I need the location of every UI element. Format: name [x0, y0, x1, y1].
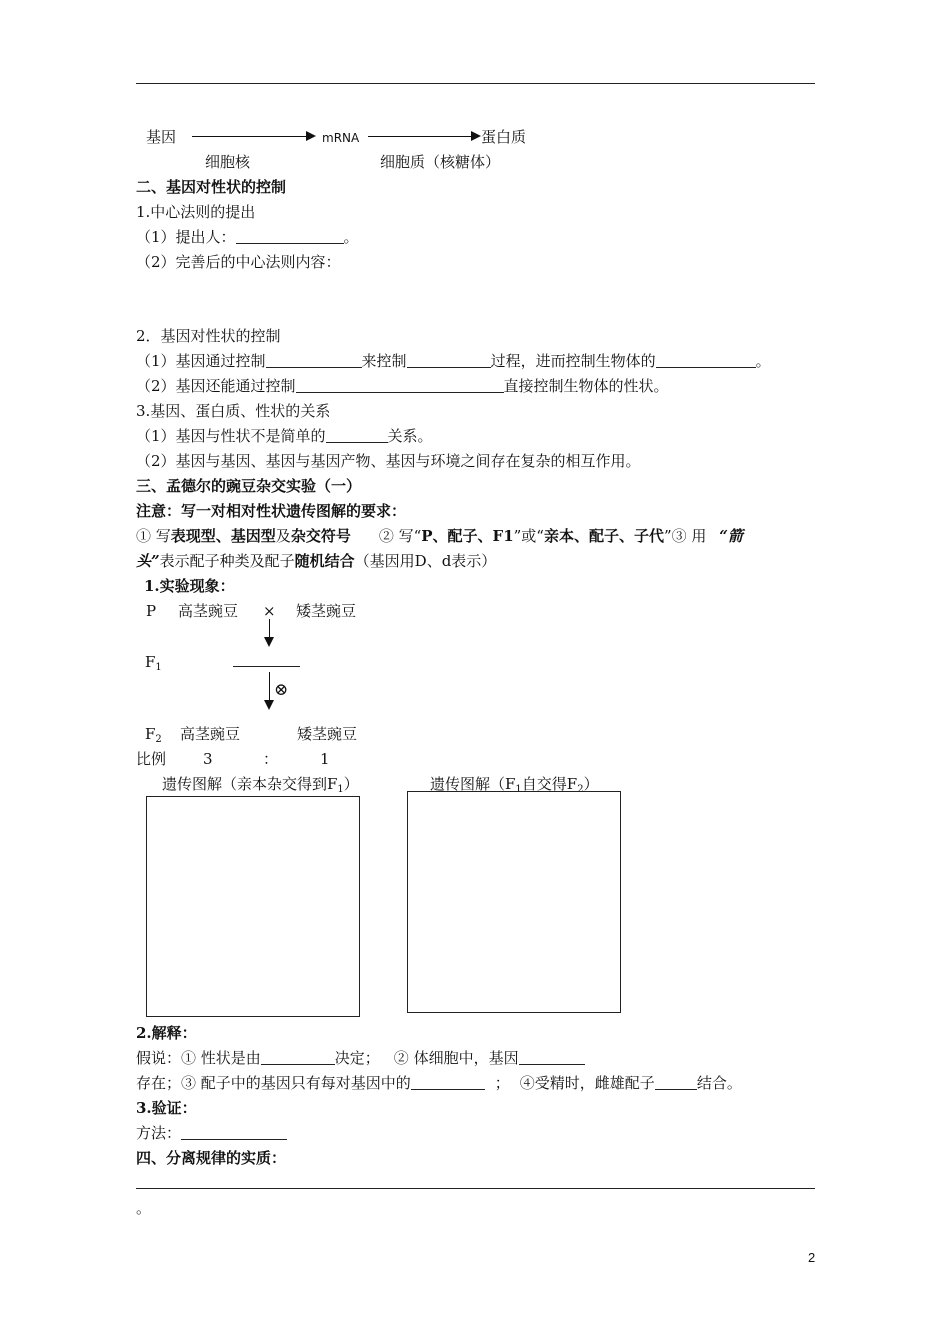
translation-arrow [368, 136, 479, 137]
f2-label [145, 724, 162, 750]
p-to-f1-arrow [269, 619, 270, 645]
text: （1）基因通过控制 [136, 352, 266, 370]
end-mark: 。 [136, 1199, 152, 1217]
dogma-title: 1.中心法则的提出 [136, 203, 256, 221]
text: ① 写 [136, 527, 171, 545]
text: ； [494, 1074, 510, 1092]
cross-symbol: × [263, 602, 276, 620]
text: 2 [155, 734, 162, 745]
section3-heading: 三、孟德尔的豌豆杂交实验（一） [136, 477, 362, 495]
cross-diagram-box[interactable] [146, 796, 360, 1017]
method-line [136, 1123, 287, 1143]
f2-short: 矮茎豌豆 [297, 725, 358, 743]
requirements-line1 [136, 526, 743, 546]
flow-nucleus: 细胞核 [205, 153, 251, 171]
page-number: 2 [808, 1250, 816, 1265]
text: F [145, 725, 156, 743]
text: ”③ 用 [664, 527, 707, 545]
text: 结合。 [696, 1074, 742, 1092]
text: P、配子、F1 [421, 527, 514, 545]
f2-tall: 高茎豌豆 [180, 725, 241, 743]
relation-title: 3.基因、蛋白质、性状的关系 [136, 402, 331, 420]
parent-short: 矮茎豌豆 [296, 602, 357, 620]
text: 2 [577, 784, 584, 795]
trait-blank[interactable] [656, 353, 756, 368]
protein-structure-blank[interactable] [296, 378, 504, 393]
requirements-line2 [136, 551, 496, 571]
dogma-content-label: （2）完善后的中心法则内容： [136, 253, 341, 271]
hypothesis-line2 [136, 1073, 742, 1093]
proposer-blank[interactable] [236, 229, 344, 244]
text: （2）基因还能通过控制 [136, 377, 296, 395]
gene-control-line2 [136, 376, 669, 396]
text: ② 体细胞中，基因 [393, 1049, 519, 1067]
transcription-arrow [192, 136, 314, 137]
text: 随机结合 [294, 552, 355, 570]
text: “箭 [719, 527, 743, 545]
flow-protein: 蛋白质 [481, 128, 527, 146]
hypothesis-line1 [136, 1048, 585, 1068]
text: 表现型、基因型 [170, 527, 276, 545]
text: 。 [755, 352, 771, 370]
selfing-symbol: ⊗ [274, 680, 289, 700]
gene-control-line1 [136, 351, 771, 371]
flow-cytoplasm: 细胞质（核糖体） [380, 153, 501, 171]
relation-line2: （2）基因与基因、基因与基因产物、基因与环境之间存在复杂的相互作用。 [136, 452, 641, 470]
text: 假说：① 性状是由 [136, 1049, 261, 1067]
method-blank[interactable] [181, 1125, 287, 1140]
parent-tall: 高茎豌豆 [178, 602, 239, 620]
section4-heading: 四、分离规律的实质： [136, 1149, 287, 1167]
text: 过程，进而控制生物体的 [490, 352, 656, 370]
f1-label [145, 652, 162, 678]
text: 亲本、配子、子代 [543, 527, 664, 545]
verify-title: 3.验证： [136, 1099, 197, 1117]
text: 1 [337, 784, 344, 795]
enzyme-blank[interactable] [266, 353, 362, 368]
text: 自交得F [521, 775, 578, 793]
text: 遗传图解（F [430, 775, 516, 793]
metabolism-blank[interactable] [407, 353, 491, 368]
text: 表示配子种类及配子 [159, 552, 295, 570]
flow-mrna: mRNA [322, 131, 360, 145]
one-blank[interactable] [411, 1075, 485, 1090]
text: 关系。 [387, 427, 433, 445]
text: F [145, 653, 156, 671]
text: 直接控制生物体的性状。 [503, 377, 669, 395]
phenomenon-title: 1.实验现象： [144, 577, 235, 595]
flow-gene: 基因 [146, 128, 177, 146]
text: 1 [515, 784, 522, 795]
section2-heading: 二、基因对性状的控制 [136, 178, 287, 196]
text: ”或“ [513, 527, 544, 545]
answer-rule[interactable] [136, 1188, 815, 1189]
text: ② 写“ [378, 527, 422, 545]
text: 遗传图解（亲本杂交得到F [162, 775, 338, 793]
ratio-one: 1 [320, 750, 330, 768]
text: （1）基因与性状不是简单的 [136, 427, 326, 445]
text: 决定； [334, 1049, 380, 1067]
top-rule [136, 83, 815, 84]
text: 杂交符号 [290, 527, 351, 545]
text: 及 [275, 527, 291, 545]
text: （基因用D、d表示） [354, 552, 497, 570]
p-label: P [146, 602, 157, 620]
ratio-three: 3 [203, 750, 213, 768]
note-line: 注意：写一对相对性状遗传图解的要求： [136, 502, 407, 520]
random-blank[interactable] [655, 1075, 697, 1090]
proposer-label: （1）提出人： [136, 228, 236, 246]
factor-blank[interactable] [261, 1050, 335, 1065]
text: ） [583, 775, 599, 793]
f1-blank[interactable] [233, 666, 300, 667]
proposer-end: 。 [343, 228, 359, 246]
f1-to-f2-arrow [269, 672, 270, 708]
proposer-line [136, 227, 359, 247]
text: ） [343, 775, 359, 793]
explanation-title: 2.解释： [136, 1024, 197, 1042]
relation-line1 [136, 426, 433, 446]
linear-blank[interactable] [326, 428, 388, 443]
text: 头” [136, 552, 160, 570]
text: 存在；③ 配子中的基因只有每对基因中的 [136, 1074, 411, 1092]
paired-blank[interactable] [519, 1050, 585, 1065]
ratio-label: 比例 [136, 750, 167, 768]
gene-control-title: 2．基因对性状的控制 [136, 327, 281, 345]
text: 方法： [136, 1124, 182, 1142]
selfing-diagram-box[interactable] [407, 791, 621, 1013]
ratio-colon: ： [263, 750, 279, 768]
text: 1 [155, 662, 162, 673]
text: 来控制 [361, 352, 407, 370]
text: ④受精时，雌雄配子 [519, 1074, 655, 1092]
